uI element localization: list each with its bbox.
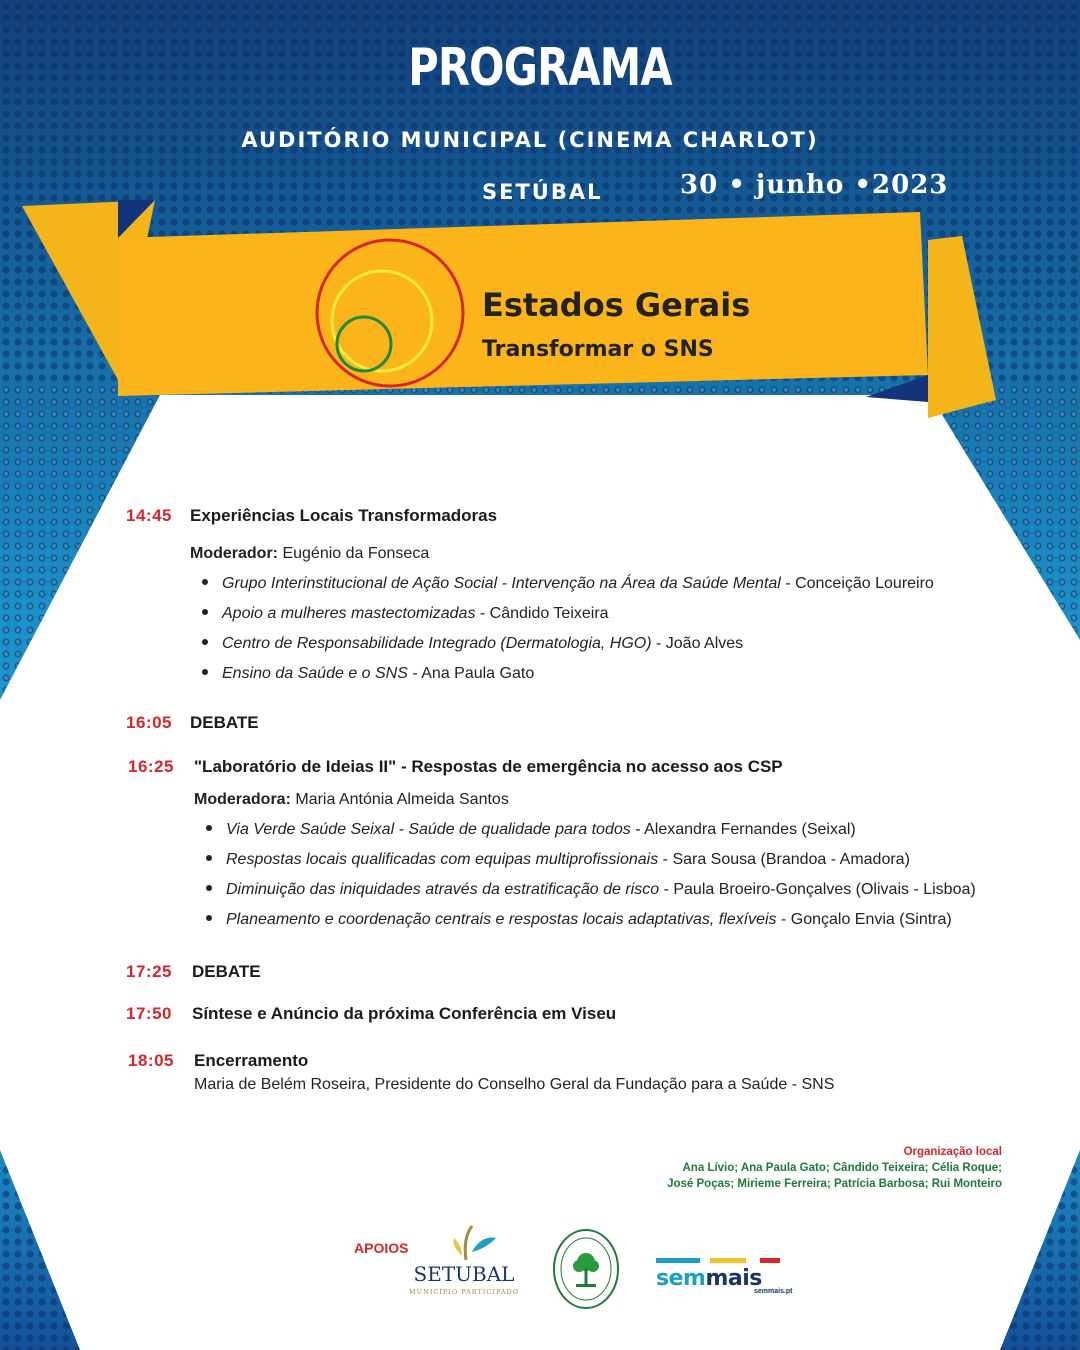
organization-names-2: José Poças; Mirieme Ferreira; Patrícia Barbosa; Rui Monteiro — [667, 1178, 1002, 1190]
list-item: Via Verde Saúde Seixal - Saúde de qualidade para todos - Alexandra Fernandes (Seixal) — [206, 815, 976, 845]
city-text: SETÚBAL — [482, 180, 603, 204]
setubal-logo — [408, 1222, 520, 1302]
session-1 — [126, 506, 497, 526]
semmais-wordmark: semmais — [656, 1266, 762, 1291]
bullet-icon — [202, 669, 208, 675]
bullet-icon — [206, 885, 212, 891]
liga-amigos-hospital-seal-icon — [552, 1228, 620, 1310]
session-time: 16:05 — [126, 713, 172, 732]
list-item: Planeamento e coordenação centrais e respostas locais adaptativas, flexíveis - Gonçalo Envia (Sintra) — [206, 905, 976, 935]
session-6 — [128, 1051, 308, 1071]
logo-stripe — [656, 1258, 700, 1263]
closing-detail: Maria de Belém Roseira, Presidente do Conselho Geral da Fundação para a Saúde - SNS — [194, 1076, 835, 1093]
moderator — [194, 791, 509, 809]
session-title: Encerramento — [194, 1051, 309, 1070]
setubal-emblem-icon — [448, 1222, 498, 1264]
venue-text: AUDITÓRIO MUNICIPAL (CINEMA CHARLOT) — [241, 128, 819, 152]
semmais-website: semmais.pt — [754, 1288, 793, 1295]
session-time: 17:25 — [126, 962, 172, 981]
session-1-items — [202, 569, 934, 689]
setubal-tagline: MUNICÍPIO PARTICIPADO — [409, 1288, 519, 1296]
estados-gerais-logo-icon — [312, 235, 468, 391]
list-item: Grupo Interinstitucional de Ação Social - Intervenção na Área da Saúde Mental - Conceição Loureiro — [202, 569, 934, 599]
session-title: "Laboratório de Ideias II" - Respostas de emergência no acesso aos CSP — [194, 757, 783, 776]
banner-subtitle: Transformar o SNS — [482, 337, 714, 362]
list-item: Diminuição das iniquidades através da estratificação de risco - Paula Broeiro-Gonçalves (Olivais - Lisboa) — [206, 875, 976, 905]
logo-stripe — [710, 1258, 746, 1263]
moderator-name: Maria Antónia Almeida Santos — [290, 791, 509, 808]
list-item: Apoio a mulheres mastectomizadas - Cândido Teixeira — [202, 599, 934, 629]
list-item: Respostas locais qualificadas com equipas multiprofissionais - Sara Sousa (Brandoa - Amadora) — [206, 845, 976, 875]
bullet-icon — [206, 855, 212, 861]
session-time: 16:25 — [128, 757, 174, 776]
moderator-name: Eugénio da Fonseca — [278, 545, 430, 562]
bullet-icon — [202, 609, 208, 615]
bullet-icon — [206, 825, 212, 831]
bullet-icon — [202, 639, 208, 645]
session-3 — [128, 757, 783, 777]
organization-credits — [667, 1144, 1002, 1192]
moderator — [190, 545, 429, 563]
session-time: 17:50 — [126, 1004, 172, 1023]
bullet-icon — [202, 579, 208, 585]
bullet-icon — [206, 915, 212, 921]
session-3-items — [206, 815, 976, 935]
session-title: DEBATE — [190, 713, 259, 732]
sponsors-label: APOIOS — [354, 1240, 409, 1256]
date-text: 30 • junho •2023 — [680, 170, 949, 200]
session-2 — [126, 713, 259, 733]
moderator-label: Moderadora: — [194, 791, 291, 808]
banner-title: Estados Gerais — [482, 286, 751, 324]
session-4 — [126, 962, 261, 982]
setubal-name: SETUBAL — [413, 1262, 515, 1286]
moderator-label: Moderador: — [190, 545, 278, 562]
organization-label: Organização local — [903, 1146, 1002, 1158]
list-item: Ensino da Saúde e o SNS - Ana Paula Gato — [202, 659, 934, 689]
page-title: PROGRAMA — [408, 38, 672, 98]
logo-stripe — [760, 1258, 780, 1263]
event-banner — [0, 0, 1080, 440]
semmais-logo — [656, 1258, 793, 1304]
session-title: DEBATE — [192, 962, 261, 981]
session-time: 14:45 — [126, 506, 172, 525]
session-title: Síntese e Anúncio da próxima Conferência em Viseu — [192, 1004, 617, 1023]
list-item: Centro de Responsabilidade Integrado (Dermatologia, HGO) - João Alves — [202, 629, 934, 659]
session-5 — [126, 1004, 616, 1024]
session-title: Experiências Locais Transformadoras — [190, 506, 498, 525]
session-time: 18:05 — [128, 1051, 174, 1070]
organization-names-1: Ana Lívio; Ana Paula Gato; Cândido Teixeira; Célia Roque; — [682, 1162, 1002, 1174]
